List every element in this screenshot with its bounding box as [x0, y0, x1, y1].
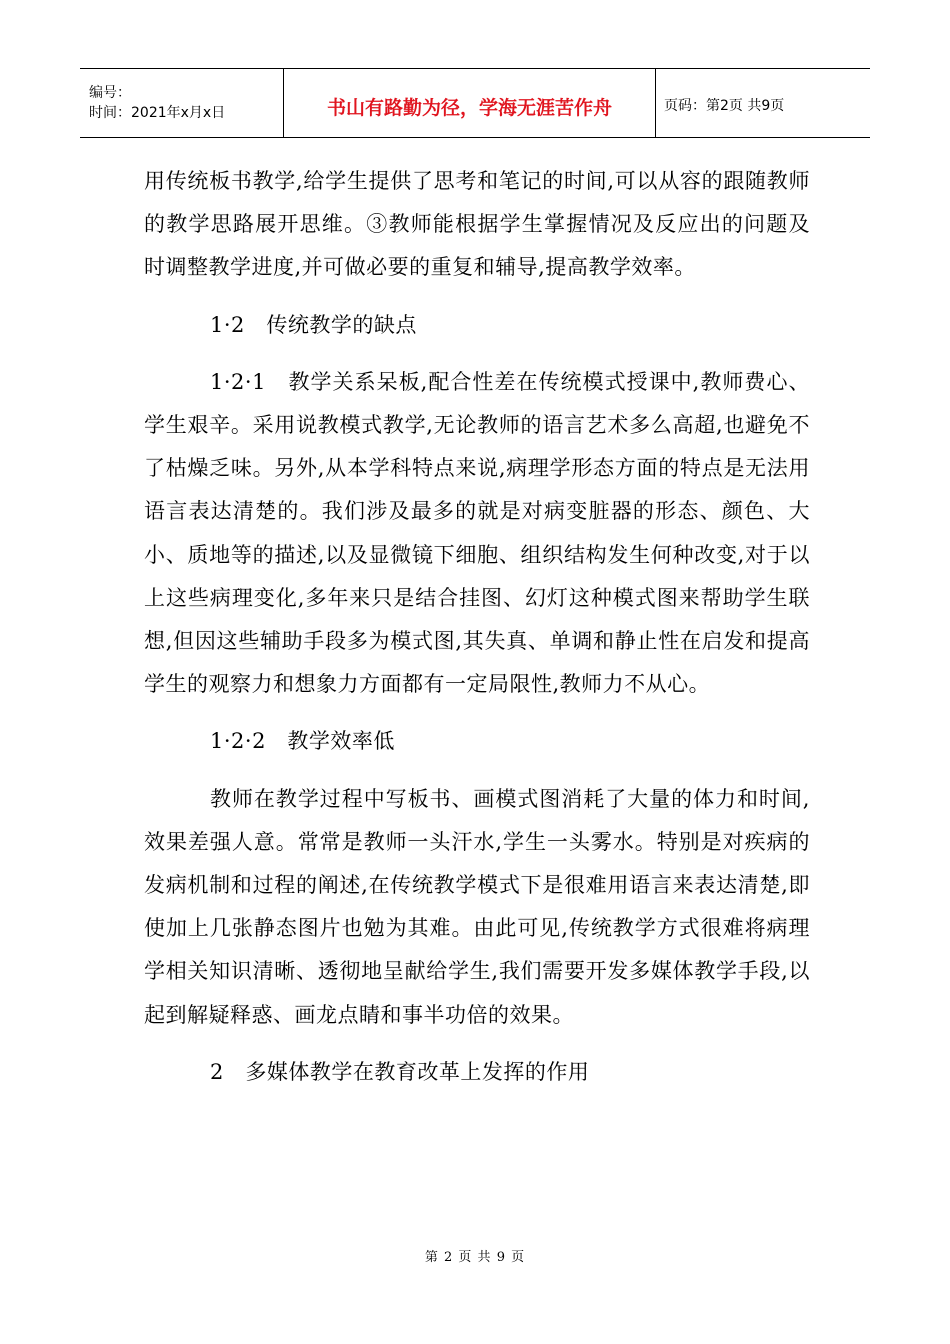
section-heading: 1·2 传统教学的缺点 [210, 312, 417, 337]
time-label: 时间：2021年x月x日 [89, 105, 226, 121]
header-meta [80, 69, 284, 137]
document-header [80, 68, 870, 138]
body-paragraph: 1·2·1 教学关系呆板,配合性差在传统模式授课中,教师费心、学生艰辛。采用说教模式教学,无论教师的语言艺术多么高超,也避免不了枯燥乏味。另外,从本学科特点来说,病理学形态方面的特点是无法用语言表达清楚的。我们涉及最多的就是对病变脏器的形态、颜色、大小、质地等的描述,以及显微镜下细胞、组织结构发生何种改变,对于以上这些病理变化,多年来只是结合挂图、幻灯这种模式图来帮助学生联想,但因这些辅助手段多为模式图,其失真、单调和静止性在启发和提高学生的观察力和想象力方面都有一定局限性,教师力不从心。 [144, 369, 810, 697]
section-heading: 1·2·2 教学效率低 [210, 729, 395, 754]
number-label: 编号： [89, 85, 131, 101]
body-paragraph: 教师在教学过程中写板书、画模式图消耗了大量的体力和时间,效果差强人意。常常是教师一头汗水,学生一头雾水。特别是对疾病的发病机制和过程的阐述,在传统教学模式下是很难用语言来表达清楚,即使加上几张静态图片也勉为其难。由此可见,传统教学方式很难将病理学相关知识清晰、透彻地呈献给学生,我们需要开发多媒体教学手段,以起到解疑释惑、画龙点睛和事半功倍的效果。 [144, 786, 810, 1027]
motto-text: 书山有路勤为径，学海无涯苦作舟 [326, 96, 612, 119]
page-info-text: 页码：第2页 共9页 [664, 98, 785, 114]
header-page-info [656, 69, 870, 137]
page-footer: 第 2 页 共 9 页 [424, 1250, 526, 1265]
body-paragraph: 用传统板书教学,给学生提供了思考和笔记的时间,可以从容的跟随教师的教学思路展开思维。③教师能根据学生掌握情况及反应出的问题及时调整教学进度,并可做必要的重复和辅导,提高教学效率。 [144, 169, 810, 280]
section-heading: 2 多媒体教学在教育改革上发挥的作用 [210, 1059, 590, 1084]
header-motto [284, 69, 656, 137]
document-body [144, 160, 810, 1094]
